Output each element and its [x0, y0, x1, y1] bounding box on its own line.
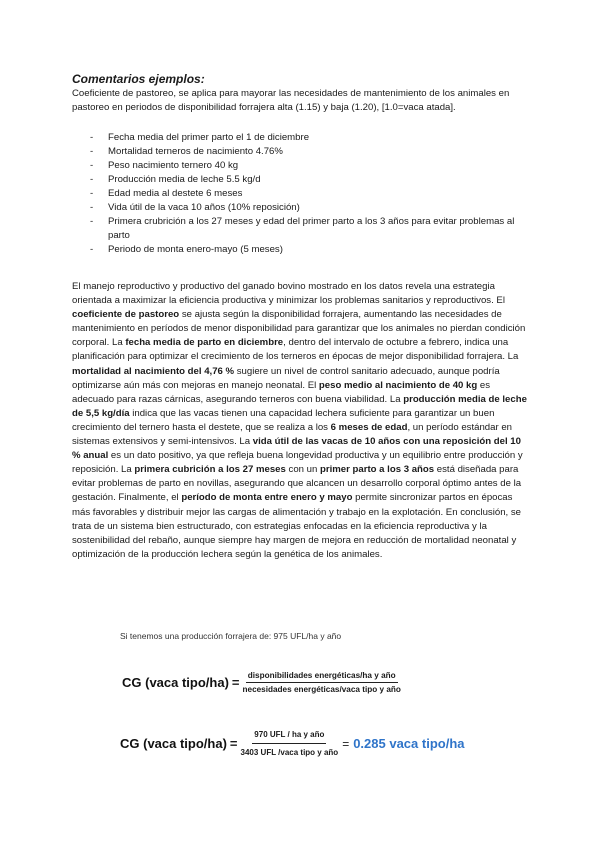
formula-calculation: [120, 730, 464, 757]
text-run-bold: vida útil de las vacas de 10 años con una reposición del 10 % anual: [72, 436, 521, 462]
list-item: - Edad media al destete 6 meses: [72, 187, 532, 201]
list-item: - Fecha media del primer parto el 1 de diciembre: [72, 131, 532, 145]
text-run: indica que las vacas tienen una capacidad lechera suficiente para garantizar un buen crecimiento del ternero hasta el destete, que se realiza a los: [72, 407, 495, 433]
text-run: es adecuado para razas cárnicas, asegurando terneros con buena viabilidad. La: [72, 379, 491, 405]
list-item: - Vida útil de la vaca 10 años (10% reposición): [72, 201, 532, 215]
text-run-bold: peso medio al nacimiento de 40 kg: [318, 379, 478, 391]
text-run: sugiere un nivel de control sanitario adecuado, aunque podría optimizarse aún más con mejoras en manejo neonatal. El: [72, 365, 500, 391]
formula-lhs: CG (vaca tipo/ha): [120, 736, 227, 751]
fraction-numerator: disponibilidades energéticas/ha y año: [246, 671, 398, 683]
list-item: - Periodo de monta enero-mayo (5 meses): [72, 243, 532, 257]
text-run-bold: mortalidad al nacimiento del 4,76 %: [72, 365, 235, 377]
list-item: - Peso nacimiento ternero 40 kg: [72, 159, 532, 173]
fraction-denominator: necesidades energéticas/vaca tipo y año: [242, 685, 401, 694]
text-run: , un período estándar en sistemas extensivos y semi-intensivos. La: [72, 421, 512, 448]
fraction-numerator: 970 UFL / ha y año: [252, 730, 326, 744]
text-run: con un: [285, 464, 320, 476]
text-run: El manejo reproductivo y productivo del ganado bovino mostrado en los datos revela una estrategia orientada a maximizar la eficiencia productiva y minimizar los problemas sanitarios y reproductivos. El: [72, 281, 505, 307]
formula-panel: [100, 628, 510, 771]
fraction-denominator: 3403 UFL /vaca tipo y año: [240, 748, 339, 757]
equals-sign: =: [231, 675, 240, 690]
text-run-bold: producción media de leche de 5,5 kg/día: [72, 393, 527, 419]
text-run: permite sincronizar partos en épocas más favorables y distribuir mejor las cargas de alimentación y trabajo en la explotación. En conclusión, se trata de un sistema bien estructurado, con estrategias enfocadas en la eficiencia reproductiva y la sostenibilidad del rebaño, aunque siempre hay margen de mejora en reducción de mortalidad neonatal y optimización de la producción lechera según la genética de los animales.: [72, 492, 521, 560]
equals-sign: =: [229, 736, 238, 751]
formula-lhs: CG (vaca tipo/ha): [122, 675, 229, 690]
list-item: - Primera crubrición a los 27 meses y edad del primer parto a los 3 años para evitar problemas al parto: [72, 215, 532, 243]
intro-text: Coeficiente de pastoreo, se aplica para mayorar las necesidades de mantenimiento de los animales en pastoreo en periodos de disponibilidad forrajera alta (1.15) y baja (1.20), [1.0=vaca atada].: [72, 88, 510, 113]
text-run-bold: primera cubrición a los 27 meses: [134, 464, 286, 476]
text-run-bold: fecha media de parto en diciembre: [125, 337, 284, 349]
text-run-bold: coeficiente de pastoreo: [72, 309, 180, 321]
equals-sign: =: [342, 736, 350, 751]
list-item: - Producción media de leche 5.5 kg/d: [72, 173, 532, 187]
section-heading: Comentarios ejemplos:: [72, 72, 205, 86]
text-run-bold: primer parto a los 3 años: [320, 464, 435, 476]
data-bullet-list: [72, 131, 532, 257]
forage-production-note: Si tenemos una producción forrajera de: 975 UFL/ha y año: [120, 631, 342, 641]
text-run-bold: período de monta entre enero y mayo: [181, 492, 353, 504]
text-run: , dentro del intervalo de octubre a febrero, indica una planificación para optimizar el crecimiento de los terneros en épocas de mejor disponibilidad forrajera. La: [72, 337, 519, 363]
formula-result: 0.285 vaca tipo/ha: [353, 736, 465, 751]
text-run: está diseñada para evitar problemas de parto en novillas, asegurando que alcancen un desarrollo corporal óptimo antes de la gestación. Finalmente, el: [72, 464, 522, 504]
text-run-bold: 6 meses de edad: [330, 421, 408, 433]
formula-definition: [122, 671, 401, 694]
fraction: [243, 671, 401, 694]
analysis-paragraph: [72, 280, 528, 562]
text-run: es un dato positivo, ya que refleja buena longevidad productiva y un equilibrio entre producción y reposición. La: [72, 450, 523, 476]
text-run: se ajusta según la disponibilidad forrajera, aumentando las necesidades de mantenimiento en períodos de menor disponibilidad para garantizar que los animales no pierdan condición corporal. La: [72, 309, 526, 349]
list-item: - Mortalidad terneros de nacimiento 4.76%: [72, 145, 532, 159]
fraction: [241, 730, 339, 757]
